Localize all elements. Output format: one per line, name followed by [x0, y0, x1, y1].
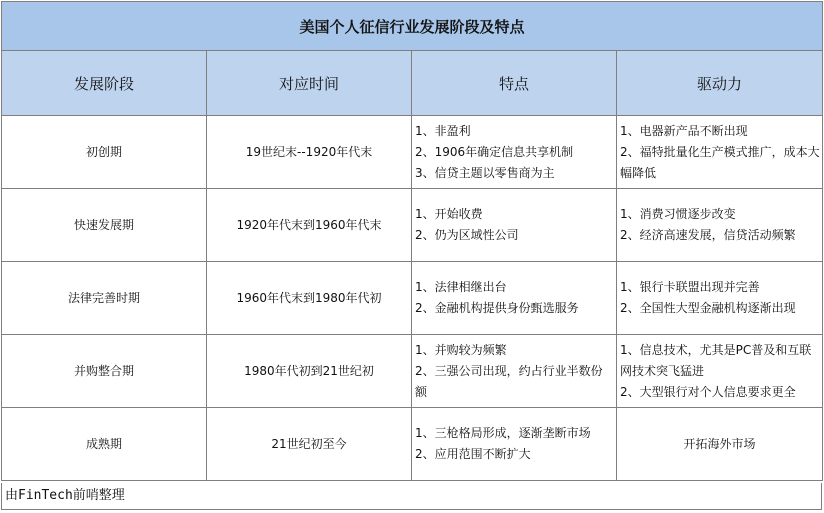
- features-cell: [412, 189, 617, 262]
- feature-line: 1、三枪格局形成，逐渐垄断市场: [415, 426, 591, 440]
- feature-line: 1、非盈利: [415, 123, 471, 138]
- table-row: [2, 335, 823, 408]
- period-cell: 1920年代末到1960年代末: [207, 189, 412, 262]
- drivers-cell: [617, 116, 823, 189]
- features-cell: [412, 408, 617, 481]
- table-row: [2, 189, 823, 262]
- driver-line: 1、电器新产品不断出现: [620, 123, 748, 138]
- driver-line: 2、大型银行对个人信息要求更全: [620, 384, 796, 399]
- feature-line: 2、仍为区域性公司: [415, 228, 519, 242]
- features-cell: [412, 116, 617, 189]
- feature-line: 1、法律相继出台: [415, 280, 507, 294]
- driver-line: 2、经济高速发展，信贷活动频繁: [620, 228, 796, 242]
- table-row: [2, 116, 823, 189]
- feature-line: 1、并购较为频繁: [415, 342, 507, 357]
- credit-stage-table: [1, 1, 823, 481]
- header-stage: 发展阶段: [2, 51, 207, 116]
- driver-line: 1、信息技术，尤其是PC普及和互联网技术突飞猛进: [620, 342, 812, 378]
- source-note: 由FinTech前哨整理: [1, 483, 822, 510]
- table-row: [2, 408, 823, 481]
- stage-cell: 快速发展期: [2, 189, 207, 262]
- table-row: [2, 262, 823, 335]
- period-cell: 1960年代末到1980年代初: [207, 262, 412, 335]
- drivers-cell: 开拓海外市场: [617, 408, 823, 481]
- drivers-cell: [617, 335, 823, 408]
- features-cell: [412, 262, 617, 335]
- driver-line: 2、全国性大型金融机构逐渐出现: [620, 301, 796, 315]
- feature-line: 2、应用范围不断扩大: [415, 447, 531, 461]
- feature-line: 3、信贷主题以零售商为主: [415, 165, 555, 180]
- feature-line: 2、三强公司出现，约占行业半数份额: [415, 363, 603, 399]
- period-cell: 21世纪初至今: [207, 408, 412, 481]
- period-cell: 1980年代初到21世纪初: [207, 335, 412, 408]
- feature-line: 2、金融机构提供身份甄选服务: [415, 301, 579, 315]
- driver-line: 2、福特批量化生产模式推广，成本大幅降低: [620, 144, 820, 180]
- header-drivers: 驱动力: [617, 51, 823, 116]
- stage-cell: 初创期: [2, 116, 207, 189]
- driver-line: 1、银行卡联盟出现并完善: [620, 280, 760, 294]
- drivers-cell: [617, 262, 823, 335]
- features-cell: [412, 335, 617, 408]
- stage-cell: 法律完善时期: [2, 262, 207, 335]
- header-period: 对应时间: [207, 51, 412, 116]
- stage-cell: 成熟期: [2, 408, 207, 481]
- period-cell: 19世纪末--1920年代末: [207, 116, 412, 189]
- driver-line: 1、消费习惯逐步改变: [620, 207, 736, 221]
- drivers-cell: [617, 189, 823, 262]
- header-features: 特点: [412, 51, 617, 116]
- feature-line: 1、开始收费: [415, 207, 483, 221]
- table-title: 美国个人征信行业发展阶段及特点: [2, 2, 823, 51]
- stage-cell: 并购整合期: [2, 335, 207, 408]
- feature-line: 2、1906年确定信息共享机制: [415, 144, 574, 159]
